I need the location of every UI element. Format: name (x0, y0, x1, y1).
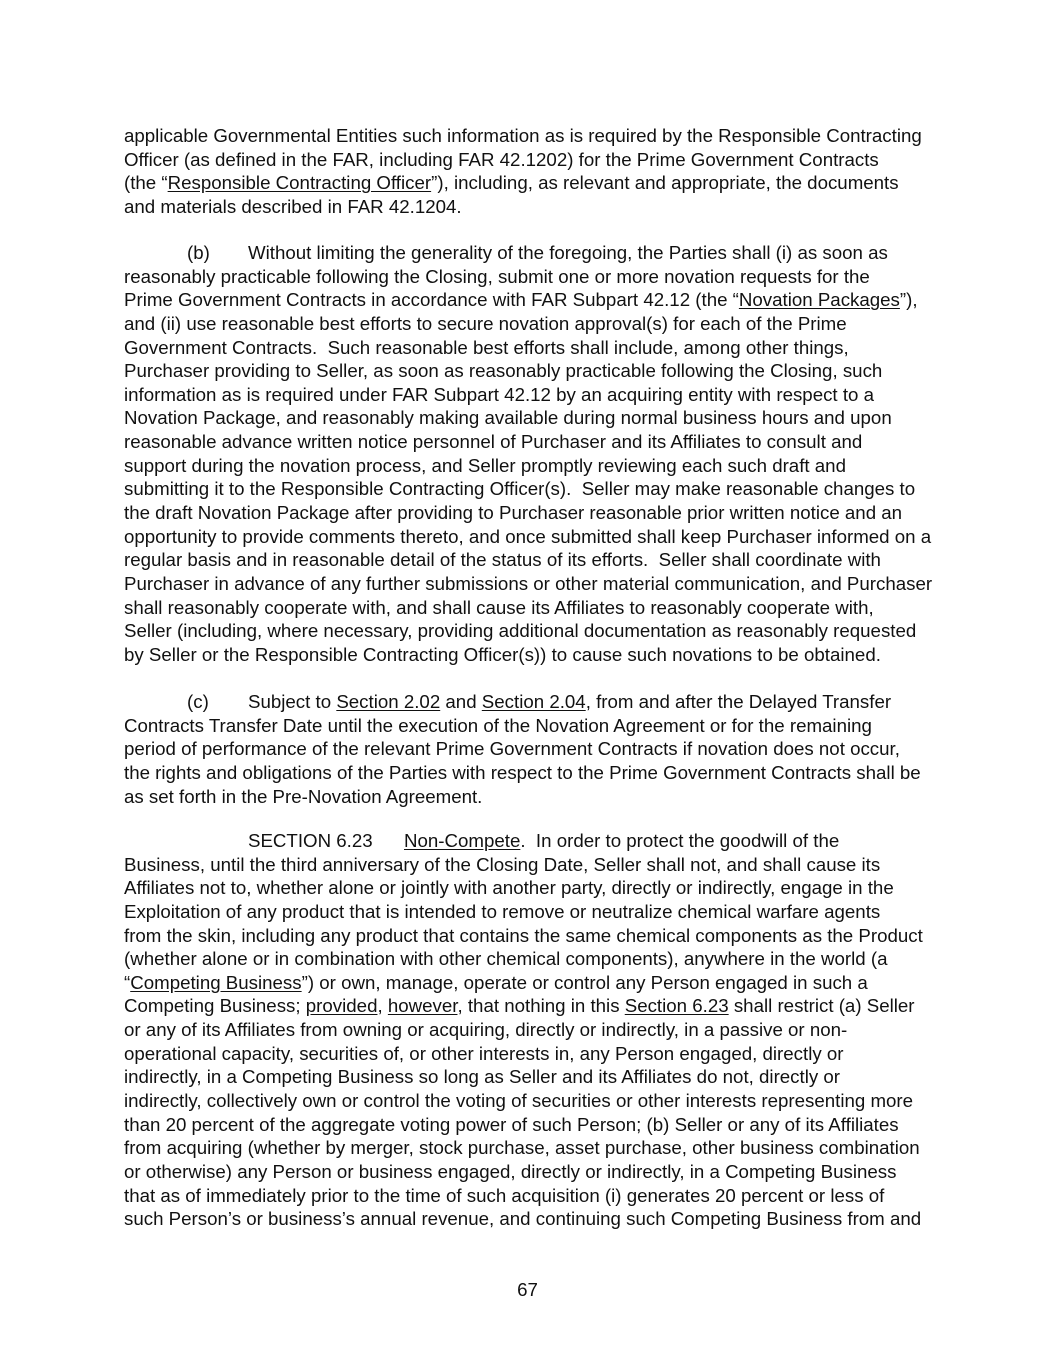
underlined-term: provided (305, 995, 378, 1017)
text-line-content (124, 312, 847, 336)
text-line (124, 1136, 936, 1160)
text-line-content (124, 853, 880, 877)
text-segment: (the “ (124, 172, 168, 194)
text-line-content (124, 548, 881, 572)
text-segment: regular basis and in reasonable detail of the status of its efforts. Seller shall coordinate with (124, 549, 881, 571)
text-segment: the rights and obligations of the Parties with respect to the Prime Government Contracts shall be (124, 761, 921, 783)
text-line-content (124, 924, 923, 948)
text-segment: shall reasonably cooperate with, and shall cause its Affiliates to reasonably cooperate with, (124, 596, 874, 618)
text-segment: or otherwise) any Person or business engaged, directly or indirectly, in a Competing Business (124, 1160, 897, 1182)
text-line (124, 947, 936, 971)
text-line-content (124, 124, 922, 148)
paragraph-continuation (124, 124, 936, 219)
text-line (124, 1184, 936, 1208)
text-line (124, 1207, 936, 1231)
text-line-content (124, 994, 915, 1018)
text-line (124, 714, 936, 738)
text-line-content (124, 785, 482, 809)
text-segment: and materials described in FAR 42.1204. (124, 195, 462, 217)
text-segment: shall restrict (a) Seller (728, 995, 915, 1017)
text-line-content (124, 829, 839, 853)
text-segment: Officer (as defined in the FAR, including FAR 42.1202) for the Prime Government Contracts (124, 148, 879, 170)
text-line-content (124, 643, 881, 667)
underlined-term: Section 6.23 (624, 995, 729, 1017)
text-segment: period of performance of the relevant Prime Government Contracts if novation does not occur, (124, 738, 900, 760)
text-segment: operational capacity, securities of, or other interests in, any Person engaged, directly or (124, 1042, 844, 1064)
text-line-content (124, 737, 900, 761)
text-line-content (124, 1207, 921, 1231)
text-line (124, 1160, 936, 1184)
text-segment: reasonably practicable following the Closing, submit one or more novation requests for the (124, 265, 870, 287)
text-segment: , (377, 995, 388, 1017)
underlined-term: Section 2.02 (336, 691, 441, 712)
text-line (124, 171, 936, 195)
text-segment: opportunity to provide comments thereto, and once submitted shall keep Purchaser informed on a (124, 525, 932, 547)
text-line-content (124, 1042, 844, 1066)
text-segment: indirectly, in a Competing Business so long as Seller and its Affiliates do not, directly or (124, 1066, 841, 1088)
paragraph-c-delayed-transfer (124, 690, 936, 808)
text-line (124, 971, 936, 995)
text-line-content (124, 195, 462, 219)
text-segment: Prime Government Contracts in accordance with FAR Subpart 42.12 (the “ (124, 289, 739, 311)
text-line-content (124, 501, 902, 525)
text-line-content (124, 971, 868, 995)
text-segment: Without limiting the generality of the foregoing, the Parties shall (i) as soon as (248, 242, 888, 263)
text-line-content (124, 359, 882, 383)
text-line-content (124, 430, 862, 454)
text-line-content (124, 1113, 899, 1137)
text-line-content (124, 148, 879, 172)
text-line (124, 1042, 936, 1066)
text-segment: Purchaser providing to Seller, as soon as reasonably practicable following the Closing, such (124, 360, 883, 382)
text-line-content (124, 714, 872, 738)
text-line-content (124, 619, 916, 643)
text-segment: “ (124, 971, 131, 993)
text-segment: , from and after the Delayed Transfer (585, 691, 892, 712)
underlined-term: Section 2.04 (481, 691, 586, 712)
underlined-term: Non-Compete (404, 830, 521, 851)
text-line-content (124, 572, 932, 596)
text-line-content (124, 336, 849, 360)
text-line-content (124, 265, 870, 289)
text-segment: (whether alone or in combination with other chemical components), anywhere in the world (a (124, 948, 888, 970)
text-line-content (124, 406, 892, 430)
text-line-content (124, 1136, 920, 1160)
text-line (124, 265, 936, 289)
text-segment: that as of immediately prior to the time of such acquisition (i) generates 20 percent or less of (124, 1184, 885, 1206)
paragraph-label: (c) (187, 691, 209, 712)
text-line (124, 900, 936, 924)
text-line (124, 477, 936, 501)
text-segment: by Seller or the Responsible Contracting Officer(s)) to cause such novations to be obtained. (124, 643, 881, 665)
text-segment: ”), including, as relevant and appropriate, the documents (431, 172, 899, 194)
text-segment: indirectly, collectively own or control the voting of securities or other interests representing more (124, 1090, 914, 1112)
text-segment: the draft Novation Package after providing to Purchaser reasonable prior written notice and an (124, 502, 903, 524)
text-segment: Affiliates not to, whether alone or jointly with another party, directly or indirectly, engage in the (124, 877, 894, 899)
text-line (124, 924, 936, 948)
text-line-content (124, 690, 891, 714)
text-line-content (124, 1018, 847, 1042)
text-line (124, 195, 936, 219)
text-segment: Exploitation of any product that is intended to remove or neutralize chemical warfare agents (124, 900, 881, 922)
text-segment: support during the novation process, and Seller promptly reviewing each such draft and (124, 454, 846, 476)
text-line (124, 829, 936, 853)
page-number: 67 (517, 1279, 538, 1300)
text-line-content (124, 241, 888, 265)
text-segment: than 20 percent of the aggregate voting power of such Person; (b) Seller or any of its Affiliates (124, 1113, 899, 1135)
text-line (124, 383, 936, 407)
text-segment: . In order to protect the goodwill of the (520, 830, 840, 851)
underlined-term: Novation Packages (738, 289, 900, 311)
paragraph-label: (b) (187, 242, 210, 263)
text-line (124, 336, 936, 360)
text-line (124, 454, 936, 478)
text-line-content (124, 876, 894, 900)
text-line (124, 596, 936, 620)
section-6-23-non-compete (124, 829, 936, 1231)
text-segment: from acquiring (whether by merger, stock purchase, asset purchase, other business combination (124, 1137, 920, 1159)
text-segment: from the skin, including any product that contains the same chemical components as the Product (124, 924, 923, 946)
text-line (124, 1018, 936, 1042)
text-segment: ”), (899, 289, 918, 311)
text-line (124, 548, 936, 572)
text-line (124, 124, 936, 148)
text-line (124, 525, 936, 549)
text-segment: and (440, 691, 482, 712)
text-line (124, 737, 936, 761)
text-segment: Novation Package, and reasonably making available during normal business hours and upon (124, 407, 892, 429)
text-line (124, 288, 936, 312)
text-line (124, 148, 936, 172)
text-line (124, 690, 936, 714)
text-segment: applicable Governmental Entities such information as is required by the Responsible Contracting (124, 125, 922, 146)
text-line-content (124, 596, 874, 620)
text-line (124, 312, 936, 336)
text-segment: and (ii) use reasonable best efforts to secure novation approval(s) for each of the Prime (124, 312, 847, 334)
underlined-term: however (387, 995, 458, 1017)
text-line (124, 643, 936, 667)
text-line (124, 994, 936, 1018)
text-line (124, 761, 936, 785)
text-segment: Government Contracts. Such reasonable best efforts shall include, among other things, (124, 336, 849, 358)
text-line (124, 572, 936, 596)
text-line (124, 619, 936, 643)
text-line (124, 501, 936, 525)
paragraph-b-novation-requests (124, 241, 936, 667)
text-line (124, 853, 936, 877)
text-segment: Contracts Transfer Date until the execution of the Novation Agreement or for the remaining (124, 714, 872, 736)
text-line-content (124, 525, 931, 549)
text-segment: Subject to (248, 691, 337, 712)
text-line (124, 406, 936, 430)
text-line-content (124, 1065, 840, 1089)
underlined-term: Competing Business (130, 971, 302, 993)
text-line-content (124, 454, 846, 478)
text-line-content (124, 761, 921, 785)
text-segment: reasonable advance written notice personnel of Purchaser and its Affiliates to consult and (124, 431, 863, 453)
text-line (124, 359, 936, 383)
text-line-content (124, 900, 880, 924)
text-segment: information as is required under FAR Subpart 42.12 by an acquiring entity with respect to a (124, 383, 874, 405)
text-line-content (124, 1089, 913, 1113)
text-line-content (124, 947, 887, 971)
text-segment: submitting it to the Responsible Contracting Officer(s). Seller may make reasonable changes to (124, 478, 916, 500)
text-line (124, 1065, 936, 1089)
text-segment: as set forth in the Pre-Novation Agreement. (124, 785, 483, 807)
text-segment: ”) or own, manage, operate or control any Person engaged in such a (301, 971, 868, 993)
text-segment: Business, until the third anniversary of the Closing Date, Seller shall not, and shall cause its (124, 853, 881, 875)
text-line-content (124, 288, 918, 312)
text-segment: Purchaser in advance of any further submissions or other material communication, and Purchaser (124, 572, 933, 594)
text-line (124, 1113, 936, 1137)
underlined-term: Responsible Contracting Officer (167, 172, 432, 194)
text-line (124, 430, 936, 454)
text-line-content (124, 1184, 884, 1208)
text-line-content (124, 383, 874, 407)
text-line-content (124, 1160, 896, 1184)
text-line-content (124, 171, 899, 195)
text-segment: or any of its Affiliates from owning or acquiring, directly or indirectly, in a passive or non- (124, 1019, 848, 1041)
text-segment: , that nothing in this (457, 995, 625, 1017)
text-line-content (124, 477, 915, 501)
text-line (124, 785, 936, 809)
text-line (124, 876, 936, 900)
text-segment: Seller (including, where necessary, providing additional documentation as reasonably requested (124, 620, 917, 642)
text-segment: Competing Business; (124, 995, 306, 1017)
text-line (124, 1089, 936, 1113)
text-line (124, 241, 936, 265)
paragraph-label: SECTION 6.23 (248, 830, 373, 851)
text-segment: such Person’s or business’s annual revenue, and continuing such Competing Business from and (124, 1208, 922, 1230)
